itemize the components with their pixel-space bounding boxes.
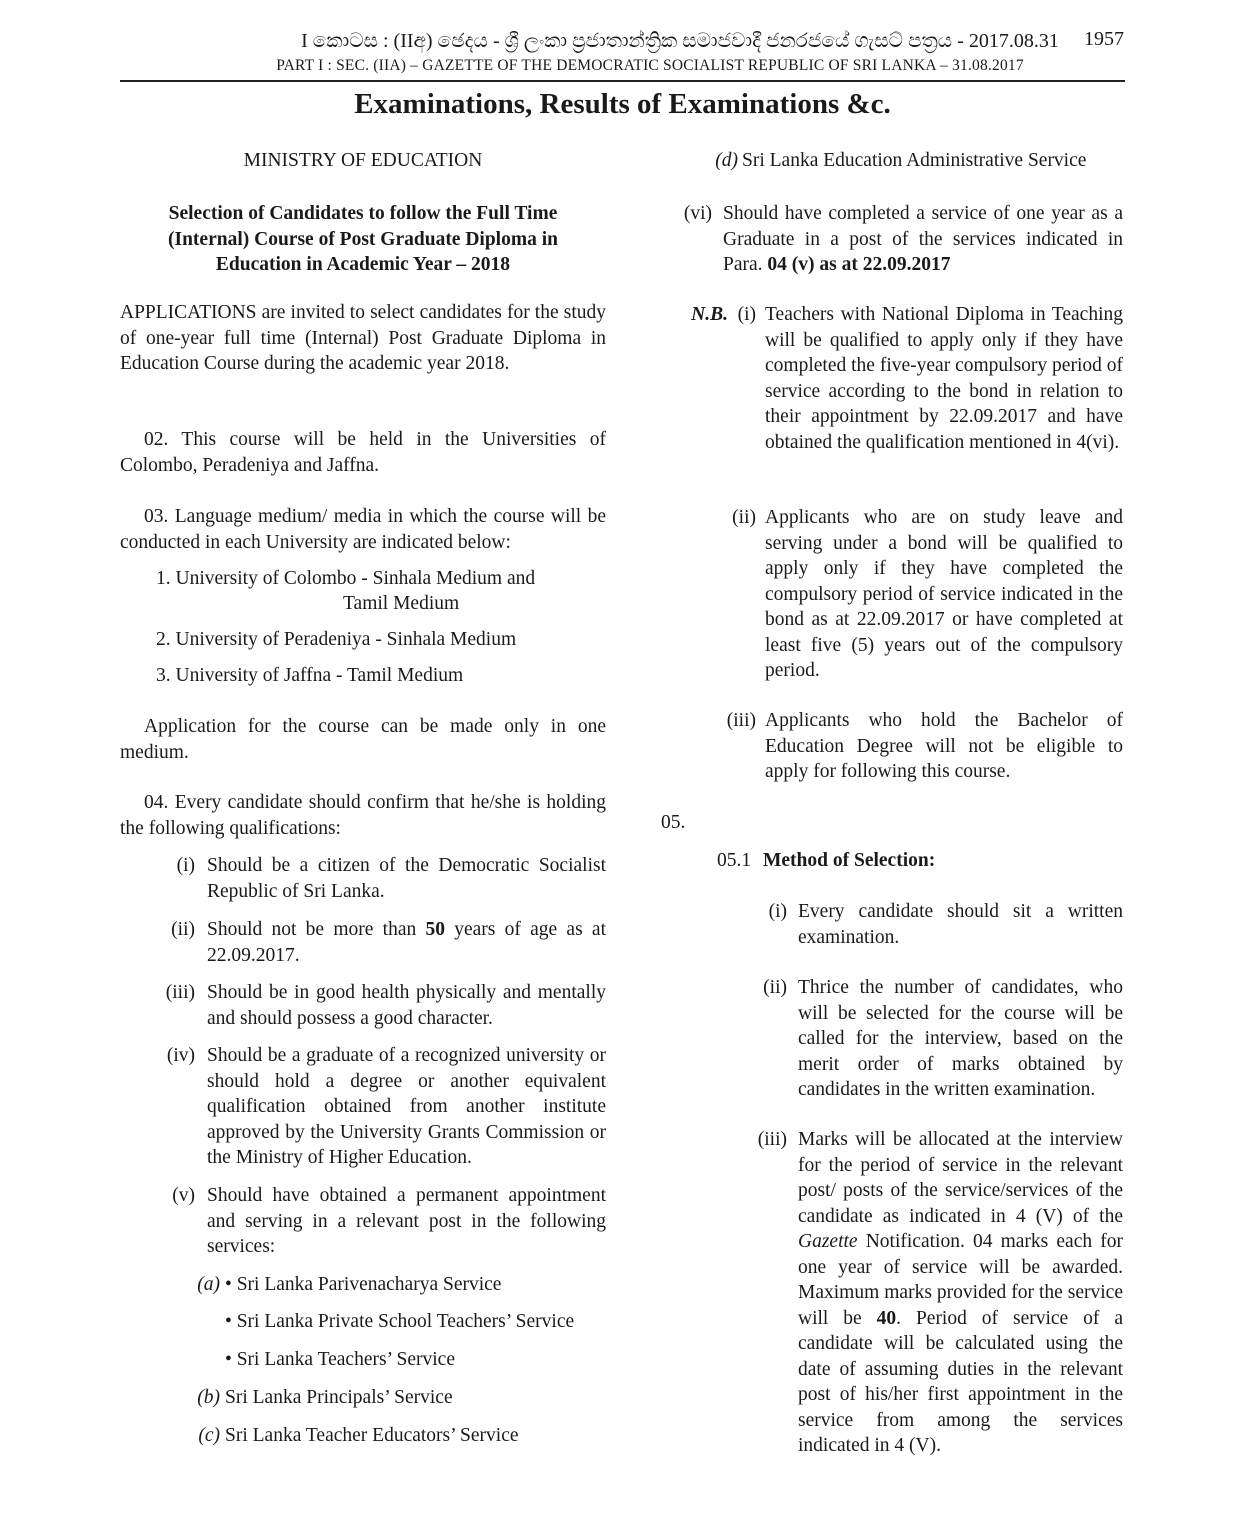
notice-title [120, 201, 606, 278]
qualification-text [723, 201, 1123, 278]
method-text: Thrice the number of candidates, who will be selected for the course will be called for the interview, based on the merit order of marks obtained by candidates in the written examination. [798, 977, 1123, 1100]
university-item: 3. University of Jaffna - Tamil Medium [156, 665, 464, 686]
method-text [798, 1127, 1123, 1459]
qualification-text: Should be a citizen of the Democratic Socialist Republic of Sri Lanka. [207, 855, 606, 902]
qualification-label: (ii) [171, 919, 195, 940]
service-label: (c) [198, 1425, 220, 1446]
method-text-gazette: Gazette [798, 1231, 858, 1252]
method-label: (ii) [763, 977, 787, 998]
nb-item-text: Applicants who hold the Bachelor of Education Degree will not be eligible to apply for following this course. [765, 710, 1123, 782]
qualification-label: (vi) [683, 203, 712, 224]
qualification-label: (v) [172, 1185, 195, 1206]
qualification-text: Should be a graduate of a recognized university or should hold a degree or another equivalent qualification obtained from another institute approved by the University Grants Commission or the Ministry of Higher Education. [207, 1045, 606, 1168]
service-item: Sri Lanka Education Administrative Service [742, 150, 1087, 171]
university-item: 2. University of Peradeniya - Sinhala Medium [156, 629, 517, 650]
university-item: 1. University of Colombo - Sinhala Medium and [156, 568, 536, 589]
notice-title-line: (Internal) Course of Post Graduate Diploma in [168, 228, 558, 250]
page-number: 1957 [1084, 28, 1124, 50]
service-label: (a) [197, 1274, 220, 1295]
service-label: (d) [715, 150, 738, 171]
gazette-header-english: PART I : SEC. (IIA) – GAZETTE OF THE DEMOCRATIC SOCIALIST REPUBLIC OF SRI LANKA – 31.08.2017 [276, 57, 1024, 74]
qualification-label: (iv) [166, 1045, 195, 1066]
ministry-heading: MINISTRY OF EDUCATION [243, 150, 483, 171]
service-item: Sri Lanka Teacher Educators’ Service [225, 1425, 519, 1446]
service-item: • Sri Lanka Teachers’ Service [225, 1349, 455, 1370]
method-text-part: . Period of service of a candidate will be calculated using the date of assuming duties in the relevant post of his/her first appointment in the service from among the services indicated in 4 (V). [798, 1307, 1123, 1456]
method-text: Every candidate should sit a written examination. [798, 901, 1123, 948]
subsection-number: 05.1 [717, 850, 752, 871]
method-label: (i) [768, 901, 787, 922]
service-item: Sri Lanka Principals’ Service [225, 1387, 453, 1408]
paragraph-04: 04. Every candidate should confirm that he/she is holding the following qualifications: [120, 792, 606, 839]
nb-item-text: Teachers with National Diploma in Teaching will be qualified to apply only if they have completed the five-year compulsory period of service according to the bond in relation to their appointment by 22.09.2017 and have obtained the qualification mentioned in 4(vi). [765, 304, 1123, 453]
method-max-marks: 40 [876, 1307, 897, 1329]
qualification-reference: 04 (v) as at 22.09.2017 [767, 254, 951, 275]
nb-label: N.B. [691, 304, 728, 325]
nb-item-label: (ii) [732, 507, 756, 528]
header-rule [120, 80, 1125, 82]
paragraph-medium: Application for the course can be made only in one medium. [120, 716, 606, 763]
nb-item-text: Applicants who are on study leave and serving under a bond will be qualified to apply only if they have completed the compulsory period of service indicated in the bond as at 22.09.2017 or have completed at least five (5) years out of the compulsory period. [765, 507, 1123, 681]
qualification-text [207, 917, 606, 968]
notice-title-line: Selection of Candidates to follow the Full Time [168, 203, 558, 224]
university-item: Tamil Medium [343, 593, 460, 614]
paragraph-02: 02. This course will be held in the Universities of Colombo, Peradeniya and Jaffna. [120, 429, 606, 476]
qualification-text-part: Should not be more than [207, 919, 426, 940]
qualification-label: (iii) [165, 982, 195, 1003]
qualification-text-part: Should have completed a service of one year as a Graduate in a post of the services indicated in Para. [723, 203, 1123, 275]
gazette-header-sinhala: I කොටස : (IIඅ) ඡෙදය - ශ්‍රී ලංකා ප්‍රජාතාන්ත්‍රික සමාජවාදී ජනරජයේ ගැසට් පත්‍රය - 2017.08.31 [301, 30, 1059, 52]
service-item: • Sri Lanka Private School Teachers’ Service [225, 1311, 575, 1332]
nb-item-label: (i) [737, 304, 756, 325]
notice-title-line: Education in Academic Year – 2018 [215, 254, 511, 275]
qualification-label: (i) [176, 855, 195, 876]
subsection-title: Method of Selection: [763, 850, 936, 871]
qualification-text: Should be in good health physically and mentally and should possess a good character. [207, 982, 606, 1029]
paragraph-05-number: 05. [661, 812, 686, 833]
service-label: (b) [197, 1387, 220, 1408]
method-text-part: Notification. 04 marks each for one year of service will be awarded. Maximum marks provided for the service will be [798, 1231, 1123, 1329]
method-label: (iii) [757, 1129, 787, 1150]
paragraph-01: APPLICATIONS are invited to select candidates for the study of one-year full time (Internal) Post Graduate Diploma in Education Course during the academic year 2018. [120, 302, 606, 374]
section-title: Examinations, Results of Examinations &c. [354, 88, 891, 120]
qualification-text-part: years of age as at 22.09.2017. [207, 919, 606, 966]
qualification-age-limit: 50 [425, 919, 445, 940]
method-text-part: Marks will be allocated at the interview for the period of service in the relevant post/ posts of the service/services of the candidate as indicated in 4 (V) of the [798, 1129, 1123, 1227]
service-item: • Sri Lanka Parivenacharya Service [225, 1274, 502, 1295]
qualification-text: Should have obtained a permanent appointment and serving in a relevant post in the following services: [207, 1185, 606, 1257]
paragraph-03: 03. Language medium/ media in which the course will be conducted in each University are indicated below: [120, 506, 606, 553]
nb-item-label: (iii) [726, 710, 756, 731]
